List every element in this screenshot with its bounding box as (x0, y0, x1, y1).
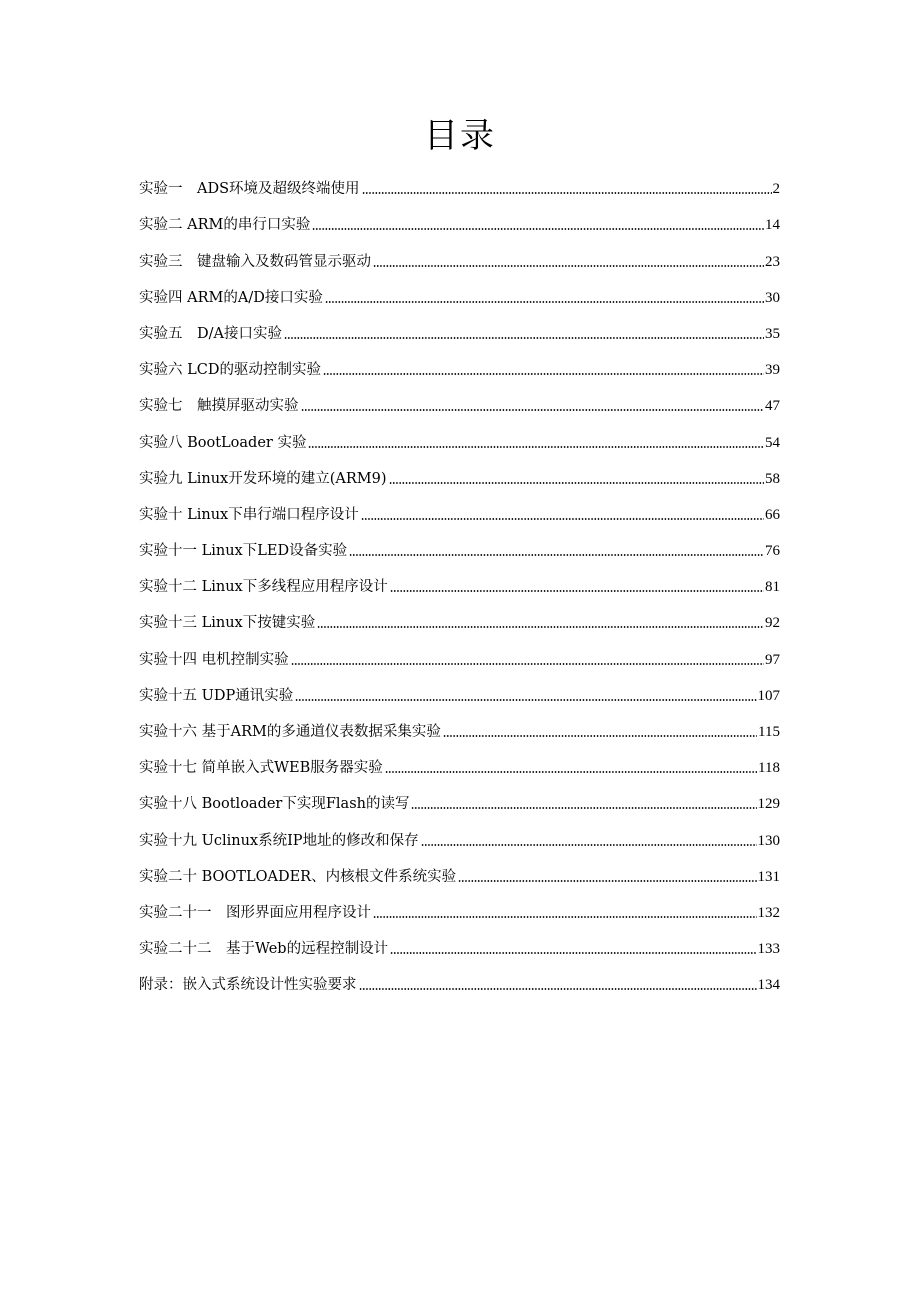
toc-entry-page-number: 107 (757, 687, 780, 704)
toc-entry-page-number: 118 (758, 760, 780, 777)
dot-leader (284, 325, 764, 343)
toc-entry[interactable] (139, 234, 780, 270)
dot-leader (458, 868, 756, 886)
toc-entry[interactable] (139, 307, 780, 343)
toc-entry-label: 实验二十二 基于Web的远程控制设计 (139, 941, 389, 958)
dot-leader (389, 470, 764, 488)
dot-leader (317, 614, 764, 632)
toc-entry-page-number: 81 (765, 579, 780, 596)
dot-leader (373, 904, 757, 922)
toc-entry-label: 附录：嵌入式系统设计性实验要求 (139, 977, 357, 994)
toc-entry[interactable] (139, 777, 780, 813)
dot-leader (301, 397, 765, 415)
toc-entry-label: 实验十九 Uclinux系统IP地址的修改和保存 (139, 832, 419, 849)
toc-entry-label: 实验二十 BOOTLOADER、内核根文件系统实验 (139, 868, 457, 885)
toc-entry-page-number: 97 (765, 651, 780, 668)
toc-entry-label: 实验二 ARM的串行口实验 (139, 217, 311, 234)
toc-entry-label: 实验十一 Linux下LED设备实验 (139, 543, 348, 560)
toc-entry-label: 实验八 BootLoader 实验 (139, 434, 307, 451)
toc-entry[interactable] (139, 271, 780, 307)
dot-leader (362, 180, 772, 198)
toc-entry-page-number: 76 (765, 543, 780, 560)
dot-leader (411, 795, 756, 813)
toc-entry-label: 实验七 触摸屏驱动实验 (139, 398, 299, 415)
dot-leader (308, 434, 764, 452)
toc-entry-page-number: 47 (765, 398, 780, 415)
toc-entry-label: 实验十二 Linux下多线程应用程序设计 (139, 579, 388, 596)
dot-leader (385, 759, 757, 777)
dot-leader (291, 651, 764, 669)
dot-leader (421, 832, 757, 850)
toc-entry-page-number: 131 (757, 868, 780, 885)
toc-entry-page-number: 35 (765, 325, 780, 342)
toc-entry-label: 实验十四 电机控制实验 (139, 651, 289, 668)
toc-entry-page-number: 133 (757, 941, 780, 958)
toc-entry-page-number: 66 (765, 506, 780, 523)
toc-entry-label: 实验九 Linux开发环境的建立(ARM9) (139, 470, 387, 487)
toc-entry[interactable] (139, 198, 780, 234)
dot-leader (295, 687, 756, 705)
dot-leader (359, 976, 757, 994)
dot-leader (323, 361, 764, 379)
toc-entry-label: 实验十五 UDP通讯实验 (139, 687, 294, 704)
toc-entry[interactable] (139, 705, 780, 741)
toc-entry[interactable] (139, 632, 780, 668)
toc-entry-label: 实验四 ARM的A/D接口实验 (139, 289, 323, 306)
toc-entry-page-number: 30 (765, 289, 780, 306)
toc-entry-label: 实验十六 基于ARM的多通道仪表数据采集实验 (139, 724, 441, 740)
toc-entry[interactable] (139, 813, 780, 849)
dot-leader (349, 542, 764, 560)
toc-entry-page-number: 134 (757, 977, 780, 994)
dot-leader (390, 940, 756, 958)
toc-entry-page-number: 130 (757, 832, 780, 849)
dot-leader (325, 289, 764, 307)
toc-entry-page-number: 39 (765, 362, 780, 379)
toc-entry[interactable] (139, 162, 780, 198)
toc-entry[interactable] (139, 741, 780, 777)
toc-entry-label: 实验十三 Linux下按键实验 (139, 615, 316, 632)
toc-entry-label: 实验二十一 图形界面应用程序设计 (139, 904, 371, 921)
toc-entry-page-number: 92 (765, 615, 780, 632)
dot-leader (390, 578, 764, 596)
toc-entry[interactable] (139, 560, 780, 596)
toc-entry-label: 实验三 键盘输入及数码管显示驱动 (139, 253, 371, 270)
toc-entry[interactable] (139, 850, 780, 886)
toc-entry[interactable] (139, 958, 780, 994)
toc-entry[interactable] (139, 488, 780, 524)
toc-entry-page-number: 2 (772, 181, 780, 198)
toc-entry-label: 实验六 LCD的驱动控制实验 (139, 362, 321, 379)
toc-entry[interactable] (139, 452, 780, 488)
dot-leader (373, 253, 764, 271)
toc-entry[interactable] (139, 669, 780, 705)
toc-entry-label: 实验一 ADS环境及超级终端使用 (139, 181, 360, 198)
toc-entry-page-number: 14 (765, 217, 780, 234)
toc-entry[interactable] (139, 886, 780, 922)
toc-entry-page-number: 23 (765, 253, 780, 270)
toc-entry-page-number: 54 (765, 434, 780, 451)
toc-entry[interactable] (139, 596, 780, 632)
toc-entry[interactable] (139, 343, 780, 379)
dot-leader (361, 506, 764, 524)
dot-leader (312, 216, 764, 234)
toc-entry-page-number: 129 (757, 796, 780, 813)
toc-entry-page-number: 132 (757, 904, 780, 921)
toc-entry[interactable] (139, 922, 780, 958)
toc-entry[interactable] (139, 415, 780, 451)
toc-entry-page-number: 58 (765, 470, 780, 487)
toc-entry-label: 实验十七 简单嵌入式WEB服务器实验 (139, 760, 383, 777)
toc-entry[interactable] (139, 524, 780, 560)
toc-entry[interactable] (139, 379, 780, 415)
dot-leader (443, 723, 757, 741)
toc-list (139, 162, 780, 994)
toc-entry-label: 实验五 D/A接口实验 (139, 325, 282, 342)
toc-entry-page-number: 115 (758, 724, 780, 740)
toc-entry-label: 实验十 Linux下串行端口程序设计 (139, 506, 359, 523)
toc-title: 目录 (424, 116, 496, 156)
toc-entry-label: 实验十八 Bootloader下实现Flash的读写 (139, 796, 410, 813)
